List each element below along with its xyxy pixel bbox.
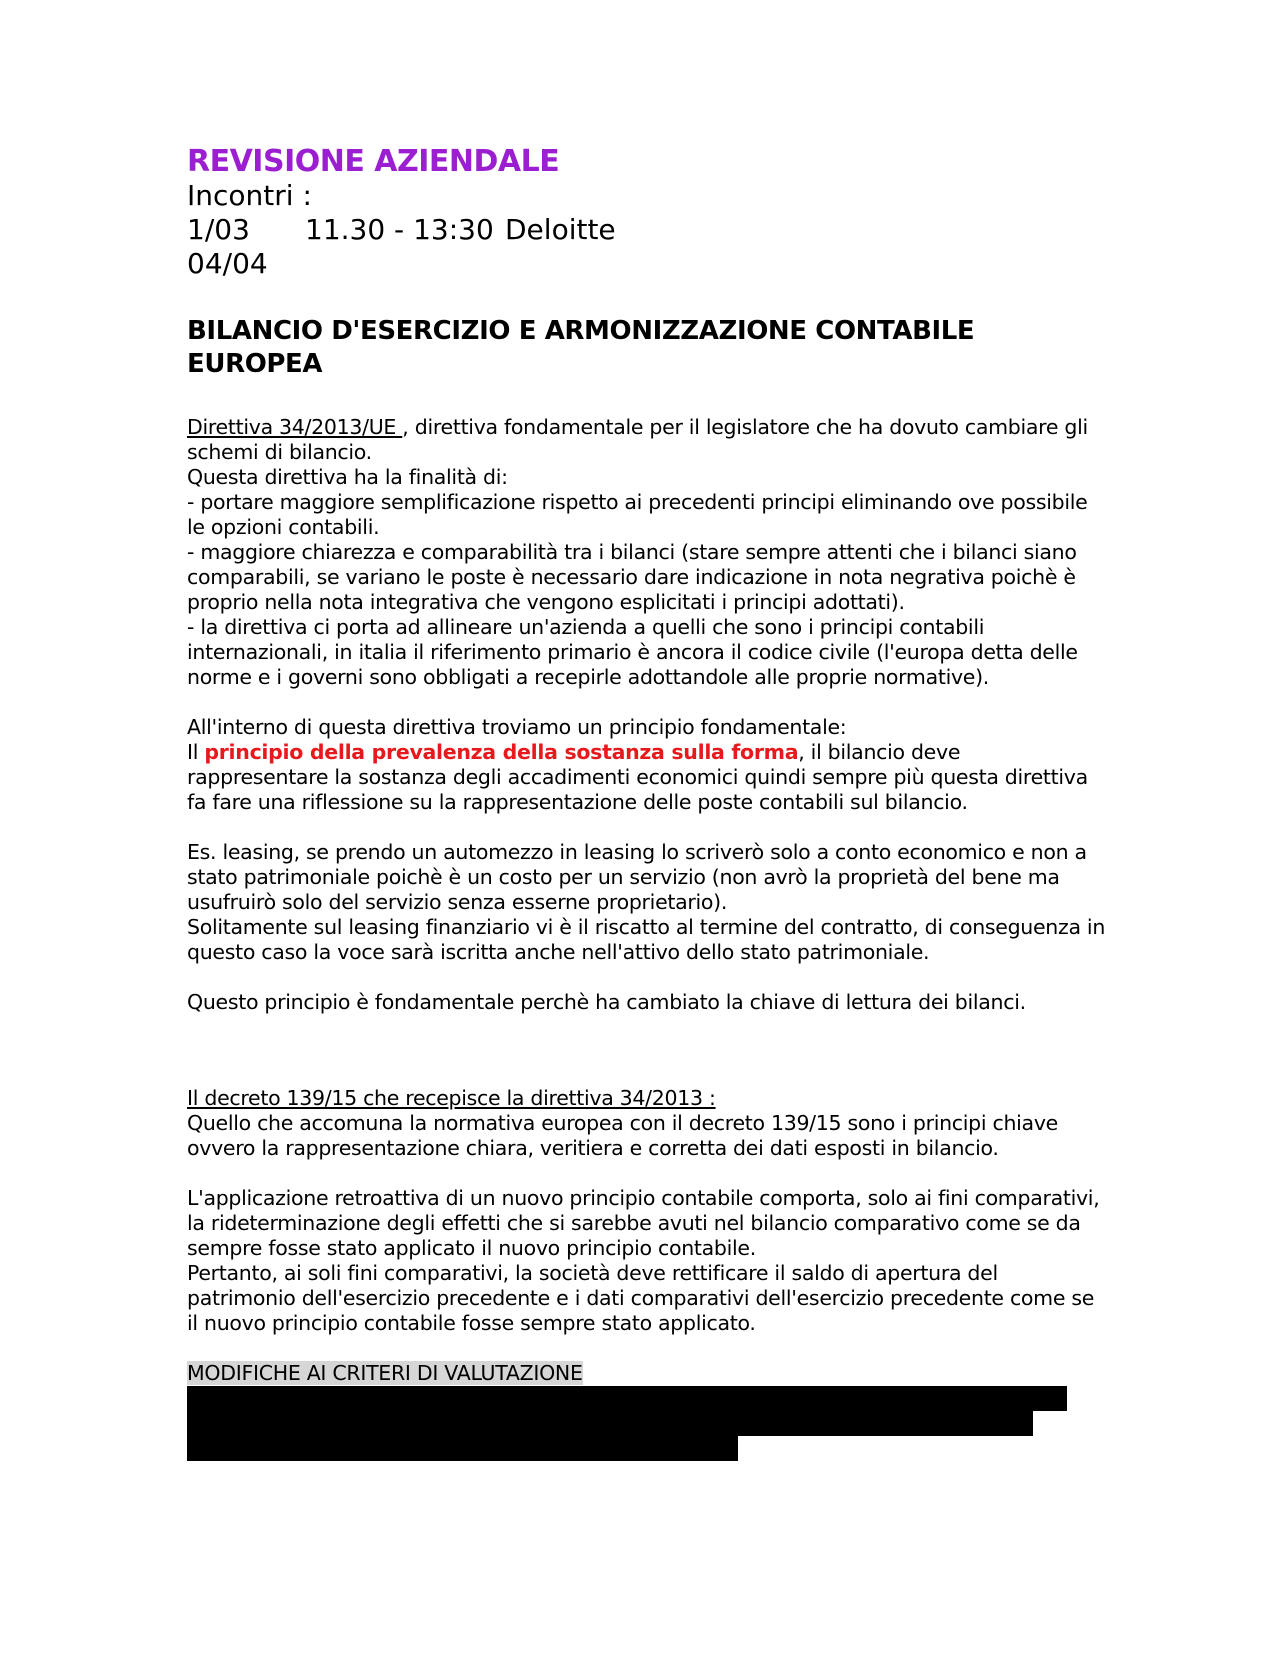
redaction-bar (187, 1411, 1033, 1436)
principle-prefix: Il (187, 740, 205, 764)
decree-paragraph: Quello che accomuna la normativa europea con il decreto 139/15 sono i principi chiave ovvero la rappresentazione chiara, veritiera e corretta dei dati esposti in bilancio. (187, 1111, 1058, 1160)
meeting-time: 11.30 - 13:30 (305, 213, 494, 246)
paragraph-gap (187, 1161, 1107, 1186)
meeting-date: 1/03 (187, 213, 250, 246)
directive-reference: Direttiva 34/2013/UE (187, 415, 403, 439)
bullet-item: - maggiore chiarezza e comparabilità tra i bilanci (stare sempre attenti che i bilanci siano comparabili, se variano le poste è necessario dare indicazione in nota negrativa poichè è proprio nella nota integrativa che vengono esplicitati i principi adottati). (187, 540, 1077, 614)
purpose-intro: Questa direttiva ha la finalità di: (187, 465, 508, 489)
directive-description: , direttiva fondamentale per il legislatore che ha dovuto cambiare gli schemi di bilancio. (187, 415, 1088, 464)
redacted-block (187, 1386, 1107, 1461)
document-page (187, 145, 1107, 1461)
redaction-bar (187, 1386, 1067, 1411)
section-heading-line: BILANCIO D'ESERCIZIO E ARMONIZZAZIONE CONTABILE (187, 316, 975, 346)
principle-description: , il bilancio deve rappresentare la sostanza degli accadimenti economici quindi sempre più questa direttiva fa fare una riflessione su la rappresentazione delle poste contabili sul bilancio. (187, 740, 1088, 814)
meeting-place: Deloitte (505, 213, 616, 246)
decree-heading: Il decreto 139/15 che recepisce la direttiva 34/2013 : (187, 1086, 716, 1110)
example-paragraph: Es. leasing, se prendo un automezzo in leasing lo scriverò solo a conto economico e non a stato patrimoniale poichè è un costo per un servizio (non avrò la proprietà del bene ma usufruirò solo del servizio senza esserne proprietario). (187, 840, 1087, 914)
paragraph-gap (187, 965, 1107, 990)
paragraph-gap (187, 1336, 1107, 1361)
highlighted-heading: MODIFICHE AI CRITERI DI VALUTAZIONE (187, 1361, 583, 1385)
meeting-row (187, 247, 1107, 281)
section-heading (187, 315, 1107, 381)
paragraph-gap (187, 1015, 1107, 1040)
bullet-item: - la direttiva ci porta ad allineare un'azienda a quelli che sono i principi contabili internazionali, in italia il riferimento primario è ancora il codice civile (l'europa detta delle norme e i governi sono obbligati a recepirle adottandole alle proprie normative). (187, 615, 1078, 689)
paragraph-gap (187, 1040, 1107, 1086)
section-heading-line: EUROPEA (187, 349, 323, 379)
bullet-item: - portare maggiore semplificazione rispetto ai precedenti principi eliminando ove possibile le opzioni contabili. (187, 490, 1088, 539)
meeting-date: 04/04 (187, 247, 268, 280)
redaction-bar (187, 1436, 738, 1461)
section-body (187, 415, 1107, 1461)
document-title: REVISIONE AZIENDALE (187, 144, 560, 179)
example-paragraph: Solitamente sul leasing finanziario vi è il riscatto al termine del contratto, di conseguenza in questo caso la voce sarà iscritta anche nell'attivo dello stato patrimoniale. (187, 915, 1106, 964)
conclusion-paragraph: Questo principio è fondamentale perchè ha cambiato la chiave di lettura dei bilanci. (187, 990, 1026, 1014)
paragraph-gap (187, 815, 1107, 840)
meetings-label: Incontri : (187, 179, 312, 212)
principle-intro: All'interno di questa direttiva troviamo un principio fondamentale: (187, 715, 847, 739)
highlighted-heading-line (187, 1361, 1107, 1386)
paragraph-gap (187, 690, 1107, 715)
meeting-row (187, 213, 1107, 247)
retroactive-paragraph: Pertanto, ai soli fini comparativi, la società deve rettificare il saldo di apertura del patrimonio dell'esercizio precedente e i dati comparativi dell'esercizio precedente come se il nuovo principio contabile fosse sempre stato applicato. (187, 1261, 1095, 1335)
retroactive-paragraph: L'applicazione retroattiva di un nuovo principio contabile comporta, solo ai fini comparativi, la rideterminazione degli effetti che si sarebbe avuti nel bilancio comparativo come se da sempre fosse stato applicato il nuovo principio contabile. (187, 1186, 1100, 1260)
directive-paragraph (187, 415, 1107, 465)
principle-emphasis: principio della prevalenza della sostanza sulla forma (204, 740, 799, 764)
principle-paragraph (187, 740, 1107, 815)
